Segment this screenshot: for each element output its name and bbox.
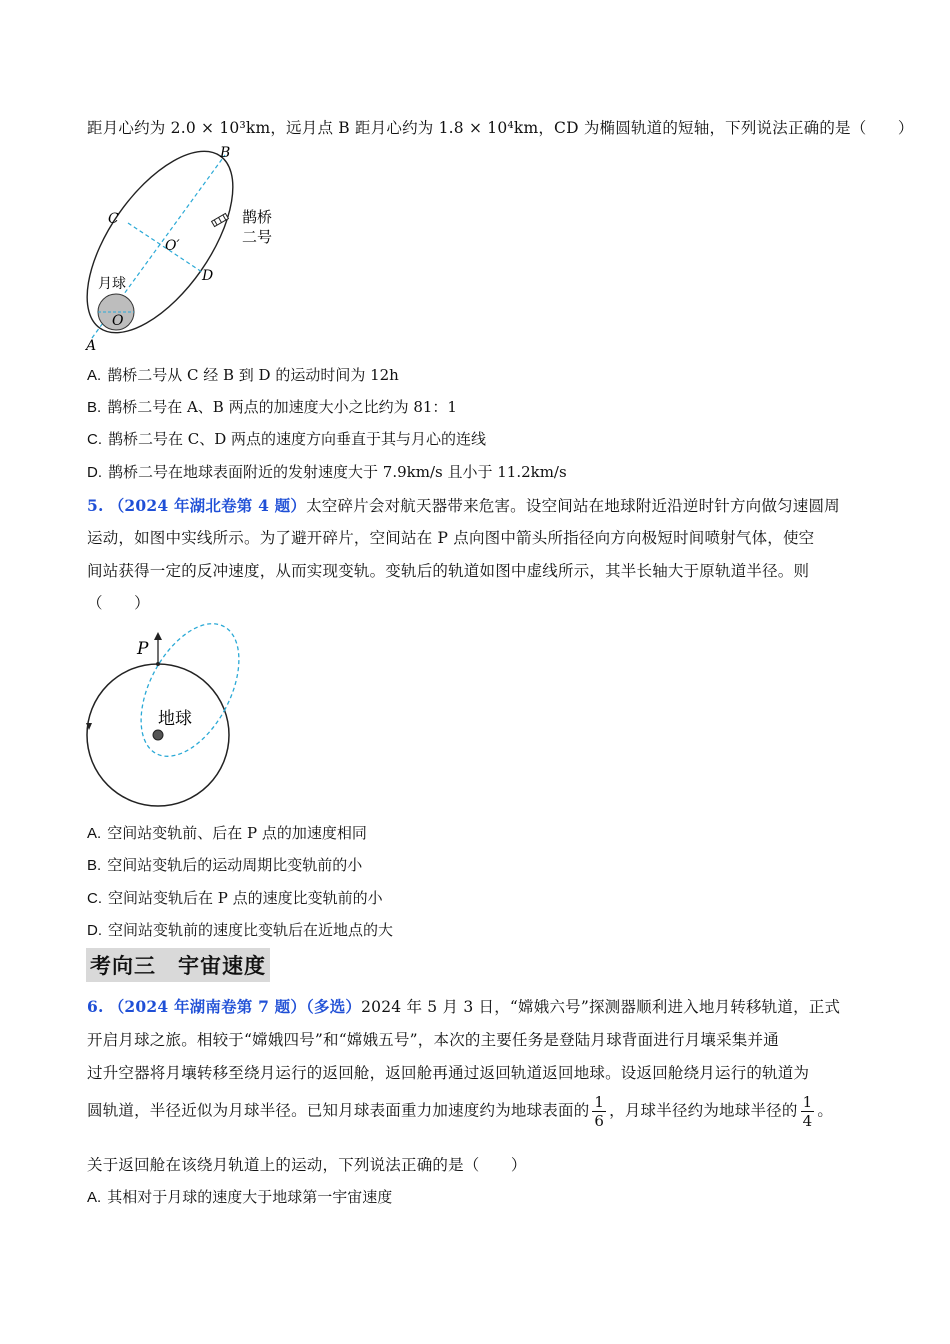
q6-number: 6. (87, 997, 104, 1016)
q5-option-c[interactable]: C. 空间站变轨后在 P 点的速度比变轨前的小 (87, 889, 383, 907)
q6-source: （2024 年湖南卷第 7 题）（多选） (108, 997, 362, 1016)
label-D: D (202, 268, 214, 284)
q5-stem-line-1: 5. （2024 年湖北卷第 4 题）太空碎片会对航天器带来危害。设空间站在地球附近沿逆时针方向做匀速圆周 (87, 496, 840, 515)
label-C: C (108, 211, 119, 227)
orbit-figure-space-station (80, 620, 280, 820)
q4-option-a[interactable]: A. 鹊桥二号从 C 经 B 到 D 的运动时间为 12h (87, 366, 399, 384)
q6-stem-line-4: 圆轨道，半径近似为月球半径。已知月球表面重力加速度约为地球表面的 $\frac{1}{6}$ ，月球半径约为地球半径的 $\frac{1}{4}$ 。 (87, 1093, 834, 1130)
label-A: A (86, 338, 97, 354)
q4-stem-tail: 距月心约为 2.0 × 10³km，远月点 B 距月心约为 1.8 × 10⁴km，CD 为椭圆轨道的短轴，下列说法正确的是（ ） (87, 119, 914, 137)
label-O-prime: O′ (165, 238, 180, 254)
q4-option-b[interactable]: B. 鹊桥二号在 A、B 两点的加速度大小之比约为 81：1 (87, 398, 457, 416)
q5-option-b[interactable]: B. 空间站变轨后的运动周期比变轨前的小 (87, 856, 363, 874)
label-O: O (112, 313, 124, 329)
q4-option-d[interactable]: D. 鹊桥二号在地球表面附近的发射速度大于 7.9km/s 且小于 11.2km/s (87, 463, 567, 481)
fraction-one-fourth: $\frac{1}{4}$ (802, 1093, 813, 1130)
fraction-one-sixth: $\frac{1}{6}$ (594, 1093, 605, 1130)
q5-option-d[interactable]: D. 空间站变轨前的速度比变轨后在近地点的大 (87, 921, 394, 939)
q5-stem-line-4: （ ） (87, 594, 150, 612)
q4-option-c[interactable]: C. 鹊桥二号在 C、D 两点的速度方向垂直于其与月心的连线 (87, 430, 487, 448)
moon-label: 月球 (98, 276, 126, 292)
thrust-arrow (154, 632, 162, 640)
earth-dot (153, 730, 163, 740)
q5-stem-line-2: 运动，如图中实线所示。为了避开碎片，空间站在 P 点向图中箭头所指径向方向极短时间喷射气体，使空 (87, 529, 815, 547)
q6-option-a[interactable]: A. 其相对于月球的速度大于地球第一宇宙速度 (87, 1188, 393, 1206)
q6-stem-line-5: 关于返回舱在该绕月轨道上的运动，下列说法正确的是（ ） (87, 1156, 527, 1174)
q5-stem-line-3: 间站获得一定的反冲速度，从而实现变轨。变轨后的轨道如图中虚线所示，其半长轴大于原轨道半径。则 (87, 562, 810, 580)
q5-source: （2024 年湖北卷第 4 题） (108, 496, 307, 515)
orbit-figure-queqiao (80, 140, 320, 355)
q6-stem-line-2: 开启月球之旅。相较于“嫦娥四号”和“嫦娥五号”，本次的主要任务是登陆月球背面进行月壤采集并通 (87, 1031, 779, 1049)
q6-stem-line-3: 过升空器将月壤转移至绕月运行的返回舱，返回舱再通过返回轨道返回地球。设返回舱绕月运行的轨道为 (87, 1064, 810, 1082)
satellite-label-1: 鹊桥 (242, 208, 273, 226)
earth-label: 地球 (158, 709, 192, 729)
q6-stem-line-1: 6. （2024 年湖南卷第 7 题）（多选）2024 年 5 月 3 日，“嫦娥六号”探测器顺利进入地月转移轨道，正式 (87, 997, 841, 1016)
satellite-label-2: 二号 (242, 228, 273, 246)
label-P: P (137, 639, 149, 659)
q5-number: 5. (87, 496, 104, 515)
section-heading: 考向三 宇宙速度 (86, 948, 270, 982)
label-B: B (220, 145, 231, 161)
q5-option-a[interactable]: A. 空间站变轨前、后在 P 点的加速度相同 (87, 824, 367, 842)
